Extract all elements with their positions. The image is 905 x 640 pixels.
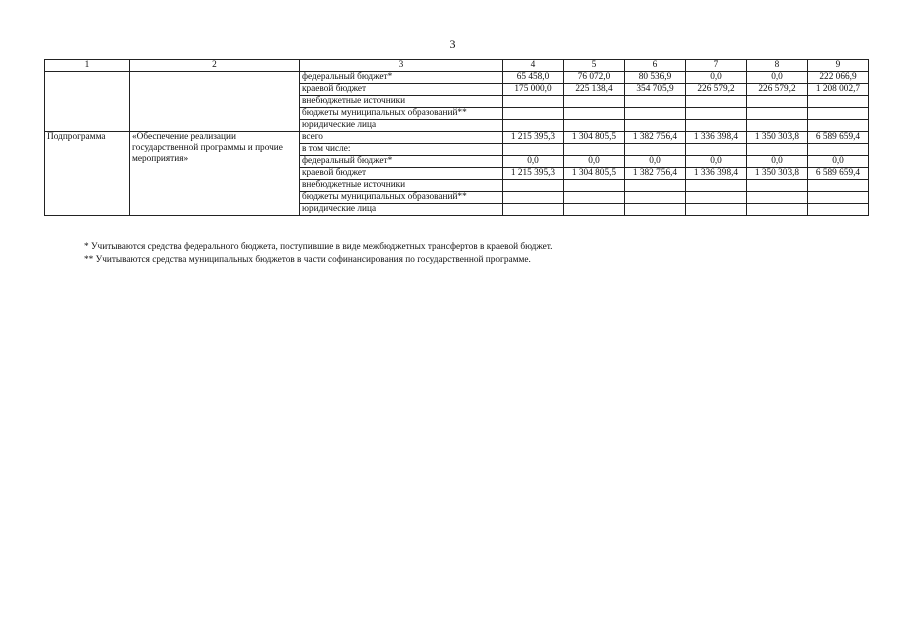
value-cell [625, 120, 686, 132]
value-cell [564, 120, 625, 132]
column-header-cell: 8 [747, 60, 808, 72]
value-cell [808, 108, 869, 120]
value-cell: 1 215 395,3 [503, 132, 564, 144]
table-row [45, 72, 869, 84]
table-row [45, 132, 869, 144]
value-cell [564, 144, 625, 156]
column-header-cell: 1 [45, 60, 130, 72]
value-cell [503, 180, 564, 192]
value-cell: 1 350 303,8 [747, 168, 808, 180]
funding-source-cell: юридические лица [300, 204, 503, 216]
value-cell [564, 192, 625, 204]
footnotes [84, 241, 552, 267]
value-cell [747, 204, 808, 216]
value-cell: 1 208 002,7 [808, 84, 869, 96]
funding-source-cell: федеральный бюджет* [300, 156, 503, 168]
value-cell: 1 304 805,5 [564, 168, 625, 180]
value-cell: 226 579,2 [686, 84, 747, 96]
value-cell [808, 120, 869, 132]
value-cell: 0,0 [625, 156, 686, 168]
value-cell [503, 204, 564, 216]
funding-source-cell: бюджеты муниципальных образований** [300, 108, 503, 120]
value-cell [503, 192, 564, 204]
funding-source-cell: внебюджетные источники [300, 96, 503, 108]
value-cell [747, 96, 808, 108]
value-cell [686, 144, 747, 156]
empty-cell [45, 72, 130, 132]
column-header-cell: 9 [808, 60, 869, 72]
footnote-federal: * Учитываются средства федерального бюджета, поступившие в виде межбюджетных трансфертов в краевой бюджет. [84, 242, 553, 252]
subprogram-type-cell: Подпрограмма [45, 132, 130, 216]
value-cell: 354 705,9 [625, 84, 686, 96]
value-cell: 222 066,9 [808, 72, 869, 84]
value-cell [747, 120, 808, 132]
funding-source-cell: всего [300, 132, 503, 144]
value-cell [686, 120, 747, 132]
funding-source-cell: краевой бюджет [300, 84, 503, 96]
value-cell: 6 589 659,4 [808, 168, 869, 180]
value-cell [564, 180, 625, 192]
value-cell [625, 180, 686, 192]
value-cell [686, 108, 747, 120]
column-header-cell: 5 [564, 60, 625, 72]
value-cell: 1 336 398,4 [686, 168, 747, 180]
value-cell [625, 96, 686, 108]
funding-source-cell: краевой бюджет [300, 168, 503, 180]
value-cell [625, 192, 686, 204]
value-cell: 226 579,2 [747, 84, 808, 96]
funding-source-cell: внебюджетные источники [300, 180, 503, 192]
value-cell [686, 180, 747, 192]
column-header-cell: 3 [300, 60, 503, 72]
column-header-cell: 2 [130, 60, 300, 72]
value-cell [686, 192, 747, 204]
header-row [45, 60, 869, 72]
value-cell: 0,0 [747, 72, 808, 84]
column-header-cell: 7 [686, 60, 747, 72]
value-cell [503, 108, 564, 120]
value-cell: 0,0 [686, 156, 747, 168]
value-cell [808, 180, 869, 192]
value-cell [808, 144, 869, 156]
value-cell [625, 144, 686, 156]
column-header-cell: 4 [503, 60, 564, 72]
value-cell [625, 108, 686, 120]
value-cell: 225 138,4 [564, 84, 625, 96]
value-cell [808, 96, 869, 108]
empty-cell [130, 72, 300, 132]
value-cell [503, 96, 564, 108]
value-cell: 1 382 756,4 [625, 132, 686, 144]
value-cell: 6 589 659,4 [808, 132, 869, 144]
budget-table [44, 59, 869, 216]
value-cell [686, 96, 747, 108]
value-cell [747, 108, 808, 120]
value-cell [564, 204, 625, 216]
value-cell [564, 96, 625, 108]
value-cell [503, 120, 564, 132]
value-cell: 65 458,0 [503, 72, 564, 84]
value-cell: 80 536,9 [625, 72, 686, 84]
value-cell: 1 215 395,3 [503, 168, 564, 180]
value-cell [503, 144, 564, 156]
value-cell: 1 350 303,8 [747, 132, 808, 144]
value-cell: 175 000,0 [503, 84, 564, 96]
value-cell: 0,0 [564, 156, 625, 168]
funding-source-cell: федеральный бюджет* [300, 72, 503, 84]
funding-source-cell: юридические лица [300, 120, 503, 132]
value-cell: 1 336 398,4 [686, 132, 747, 144]
value-cell [625, 204, 686, 216]
value-cell [564, 108, 625, 120]
budget-table-body [45, 60, 869, 216]
value-cell: 0,0 [808, 156, 869, 168]
page-number: 3 [449, 37, 456, 51]
funding-source-cell: бюджеты муниципальных образований** [300, 192, 503, 204]
value-cell: 1 382 756,4 [625, 168, 686, 180]
value-cell: 1 304 805,5 [564, 132, 625, 144]
value-cell: 76 072,0 [564, 72, 625, 84]
value-cell [808, 204, 869, 216]
funding-source-cell: в том числе: [300, 144, 503, 156]
value-cell [747, 192, 808, 204]
value-cell: 0,0 [747, 156, 808, 168]
value-cell: 0,0 [686, 72, 747, 84]
value-cell [747, 180, 808, 192]
value-cell: 0,0 [503, 156, 564, 168]
footnote-municipal: ** Учитываются средства муниципальных бюджетов в части софинансирования по государственной программе. [84, 255, 531, 265]
value-cell [747, 144, 808, 156]
column-header-cell: 6 [625, 60, 686, 72]
value-cell [686, 204, 747, 216]
subprogram-name-cell: «Обеспечение реализации государственной программы и прочие мероприятия» [130, 132, 300, 216]
value-cell [808, 192, 869, 204]
